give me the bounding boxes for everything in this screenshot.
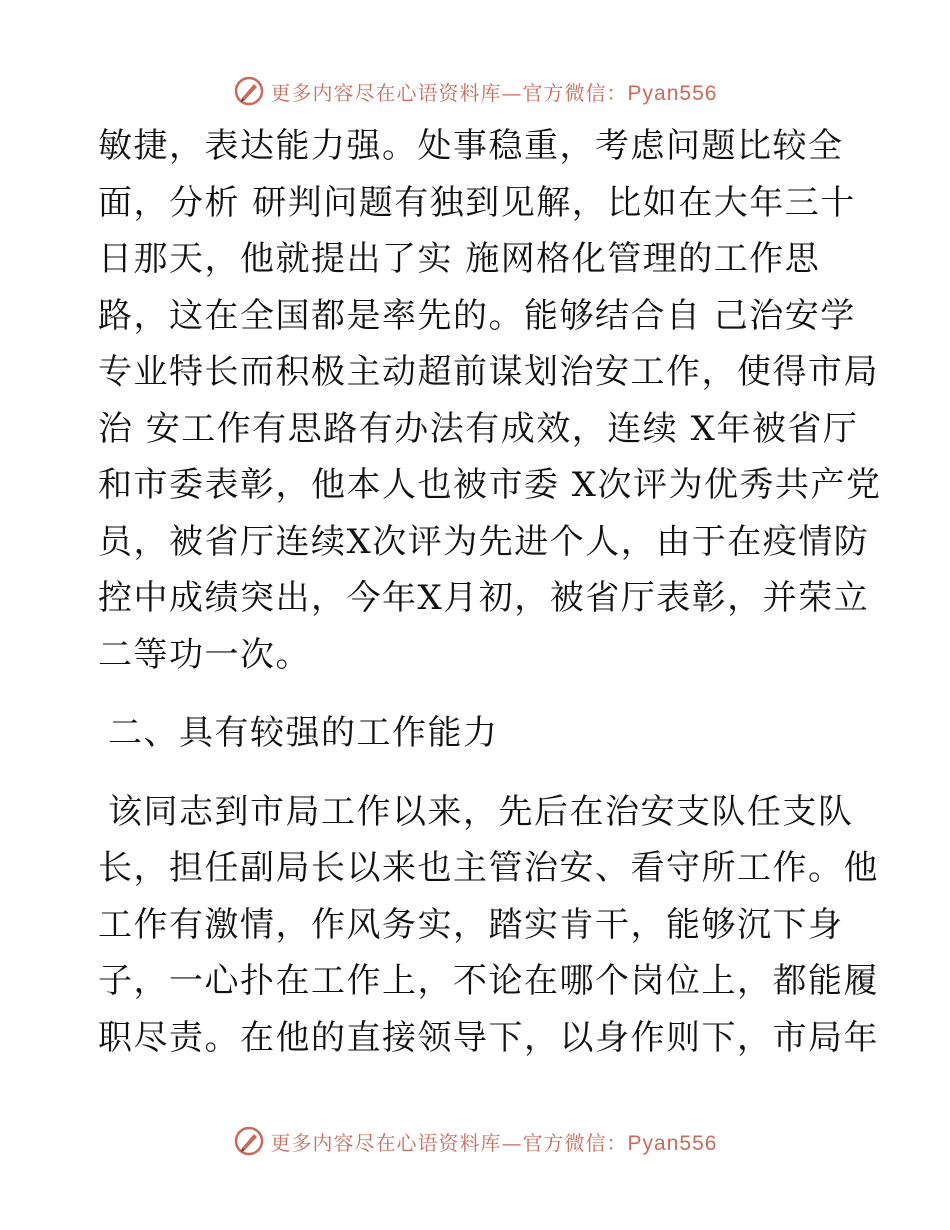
text-line: 日那天，他就提出了实 施网格化管理的工作思 [98, 239, 821, 279]
text-line: 敏捷，表达能力强。处事稳重，考虑问题比较全 [98, 126, 844, 166]
text-line: 路，这在全国都是率先的。能够结合自 己治安学 [98, 295, 856, 336]
text-line: 和市委表彰，他本人也被市委 X次评为优秀共产党 [98, 465, 882, 505]
watermark-text: 更多内容尽在心语资料库—官方微信：Pyan556 [270, 80, 718, 105]
watermark-text: 更多内容尽在心语资料库—官方微信：Pyan556 [270, 1130, 718, 1155]
text-line: 员，被省厅连续X次评为先进个人，由于在疫情防 [98, 521, 870, 562]
section-heading: 二、具有较强的工作能力 [108, 713, 499, 753]
text-line: 长，担任副局长以来也主管治安、看守所工作。他 [98, 848, 879, 888]
text-line: 工作有激情，作风务实，踏实肯干，能够沉下身 [98, 904, 844, 945]
text-line: 该同志到市局工作以来，先后在治安支队任支队 [108, 791, 854, 832]
text-line: 治 安工作有思路有办法有成效，连续 X年被省厅 [98, 408, 859, 449]
text-line: 二等功一次。 [98, 634, 311, 675]
pen-logo-icon [233, 75, 265, 107]
text-line: 子，一心扑在工作上，不论在哪个岗位上，都能履 [98, 961, 879, 1001]
text-line: 面，分析 研判问题有独到见解，比如在大年三十 [98, 182, 856, 223]
header-watermark [0, 71, 950, 111]
text-line: 控中成绩突出，今年X月初，被省厅表彰，并荣立 [98, 578, 870, 618]
document-body [98, 118, 882, 1066]
text-line: 职尽责。在他的直接领导下，以身作则下，市局年 [98, 1017, 879, 1058]
pen-logo-icon [233, 1125, 265, 1157]
text-line: 专业特长而积极主动超前谋划治安工作，使得市局 [98, 352, 879, 392]
footer-watermark [0, 1121, 950, 1161]
